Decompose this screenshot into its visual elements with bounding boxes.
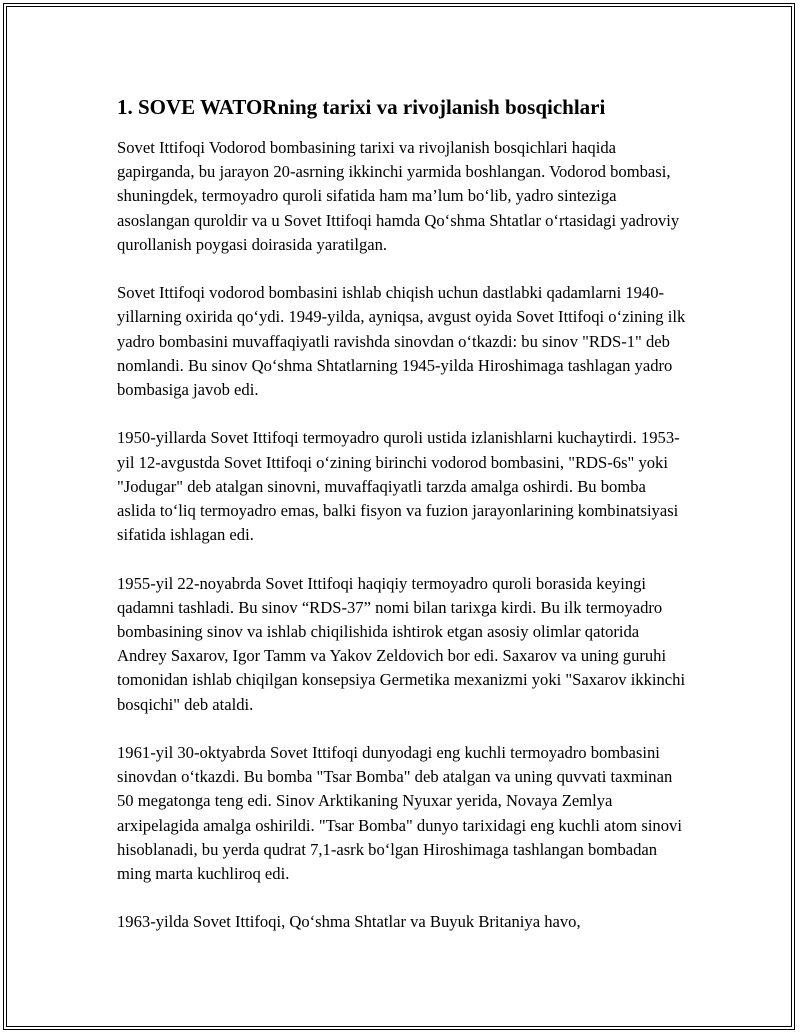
paragraph-1961: 1961-yil 30-oktyabrda Sovet Ittifoqi dunyodagi eng kuchli termoyadro bombasini sinovdan o‘tkazdi. Bu bomba "Tsar Bomba" deb atalgan va uning quvvati taxminan 50 megatonga teng edi. Sinov Arktikaning Nyuxar yerida, Novaya Zemlya arxipelagida amalga oshirildi. "Tsar Bomba" dunyo tarixidagi eng kuchli atom sinovi hisoblanadi, bu yerda qudrat 7,1-asrk bo‘lgan Hiroshimaga tashlangan bombadan ming marta kuchliroq edi. [117, 743, 682, 884]
paragraph-1963: 1963-yilda Sovet Ittifoqi, Qo‘shma Shtatlar va Buyuk Britaniya havo, [117, 912, 581, 932]
document-body [117, 94, 687, 959]
paragraph-1950s: 1950-yillarda Sovet Ittifoqi termoyadro quroli ustida izlanishlarni kuchaytirdi. 1953-yil 12-avgustda Sovet Ittifoqi o‘zining birinchi vodorod bombasini, "RDS-6s" yoki "Jodugar" deb atalgan sinovni, muvaffaqiyatli tarzda amalga oshirdi. Bu bomba aslida to‘liq termoyadro emas, balki fisyon va fuzion jarayonlarining kombinatsiyasi sifatida ishlagan edi. [117, 428, 680, 545]
section-heading: 1. SOVE WATORning tarixi va rivojlanish bosqichlari [117, 95, 606, 119]
paragraph-1940s: Sovet Ittifoqi vodorod bombasini ishlab chiqish uchun dastlabki qadamlarni 1940-yillarning oxirida qo‘ydi. 1949-yilda, ayniqsa, avgust oyida Sovet Ittifoqi o‘zining ilk yadro bombasini muvaffaqiyatli ravishda sinovdan o‘tkazdi: bu sinov "RDS-1" deb nomlandi. Bu sinov Qo‘shma Shtatlarning 1945-yilda Hiroshimaga tashlagan yadro bombasiga javob edi. [117, 283, 686, 400]
paragraph-1955: 1955-yil 22-noyabrda Sovet Ittifoqi haqiqiy termoyadro quroli borasida keyingi qadamni tashladi. Bu sinov “RDS-37” nomi bilan tarixga kirdi. Bu ilk termoyadro bombasining sinov va ishlab chiqilishida ishtirok etgan asosiy olimlar qatorida Andrey Saxarov, Igor Tamm va Yakov Zeldovich bor edi. Saxarov va uning guruhi tomonidan ishlab chiqilgan konsepsiya Germetika mexanizmi yoki "Saxarov ikkinchi bosqichi" deb ataldi. [117, 573, 686, 714]
paragraph-intro: Sovet Ittifoqi Vodorod bombasining tarixi va rivojlanish bosqichlari haqida gapirganda, bu jarayon 20-asrning ikkinchi yarmida boshlangan. Vodorod bombasi, shuningdek, termoyadro quroli sifatida ham ma’lum bo‘lib, yadro sinteziga asoslangan quroldir va u Sovet Ittifoqi hamda Qo‘shma Shtatlar o‘rtasidagi yadroviy qurollanish poygasi doirasida yaratilgan. [117, 138, 680, 254]
